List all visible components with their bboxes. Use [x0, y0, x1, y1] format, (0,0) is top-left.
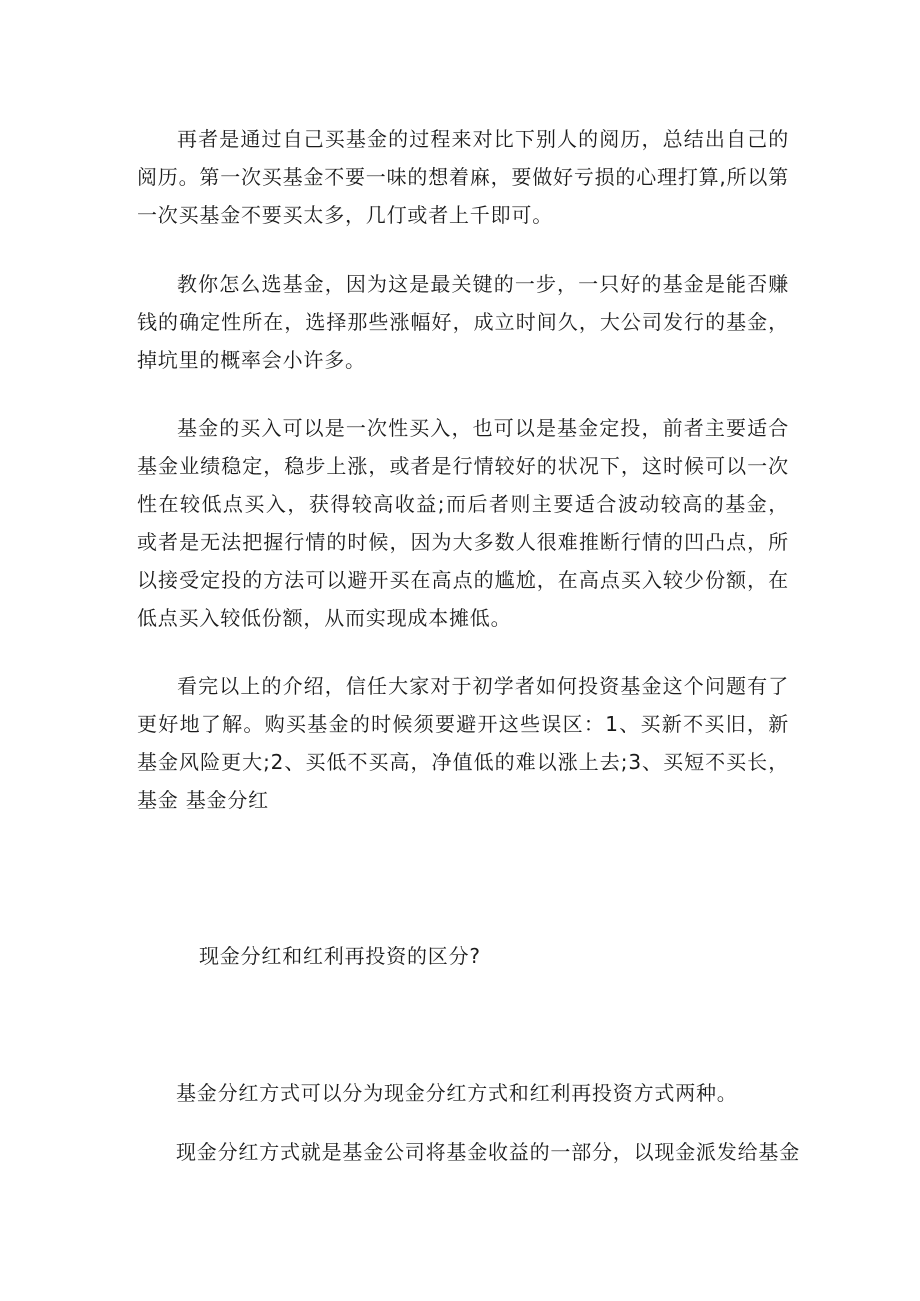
paragraph-pitfalls: 看完以上的介绍，信任大家对于初学者如何投资基金这个问题有了更好地了解。购买基金的时候须要避开这些误区：1、买新不买旧，新基金风险更大;2、买低不买高，净值低的难以涨上去;3、买短不买长，基金 基金分红	[137, 674, 789, 812]
paragraph-dividend-types: 基金分红方式可以分为现金分红方式和红利再投资方式两种。	[176, 1081, 738, 1105]
paragraph-buy-methods: 基金的买入可以是一次性买入，也可以是基金定投，前者主要适合基金业绩稳定，稳步上涨，或者是行情较好的状况下，这时候可以一次性在较低点买入，获得较高收益;而后者则主要适合波动较高的基金，或者是无法把握行情的时候，因为大多数人很难推断行情的凹凸点，所以接受定投的方法可以避开买在高点的尴尬，在高点买入较少份额，在低点买入较低份额，从而实现成本摊低。	[137, 416, 789, 630]
section-heading: 现金分红和红利再投资的区分?	[199, 944, 481, 968]
paragraph-choose-fund: 教你怎么选基金，因为这是最关键的一步，一只好的基金是能否赚钱的确定性所在，选择那些涨幅好，成立时间久，大公司发行的基金，掉坑里的概率会小许多。	[137, 272, 789, 372]
paragraph-cash-dividend: 现金分红方式就是基金公司将基金收益的一部分，以现金派发给基金	[176, 1140, 800, 1164]
paragraph-experience: 再者是通过自己买基金的过程来对比下别人的阅历，总结出自己的阅历。第一次买基金不要一味的想着麻，要做好亏损的心理打算,所以第一次买基金不要买太多，几仃或者上千即可。	[137, 127, 789, 227]
